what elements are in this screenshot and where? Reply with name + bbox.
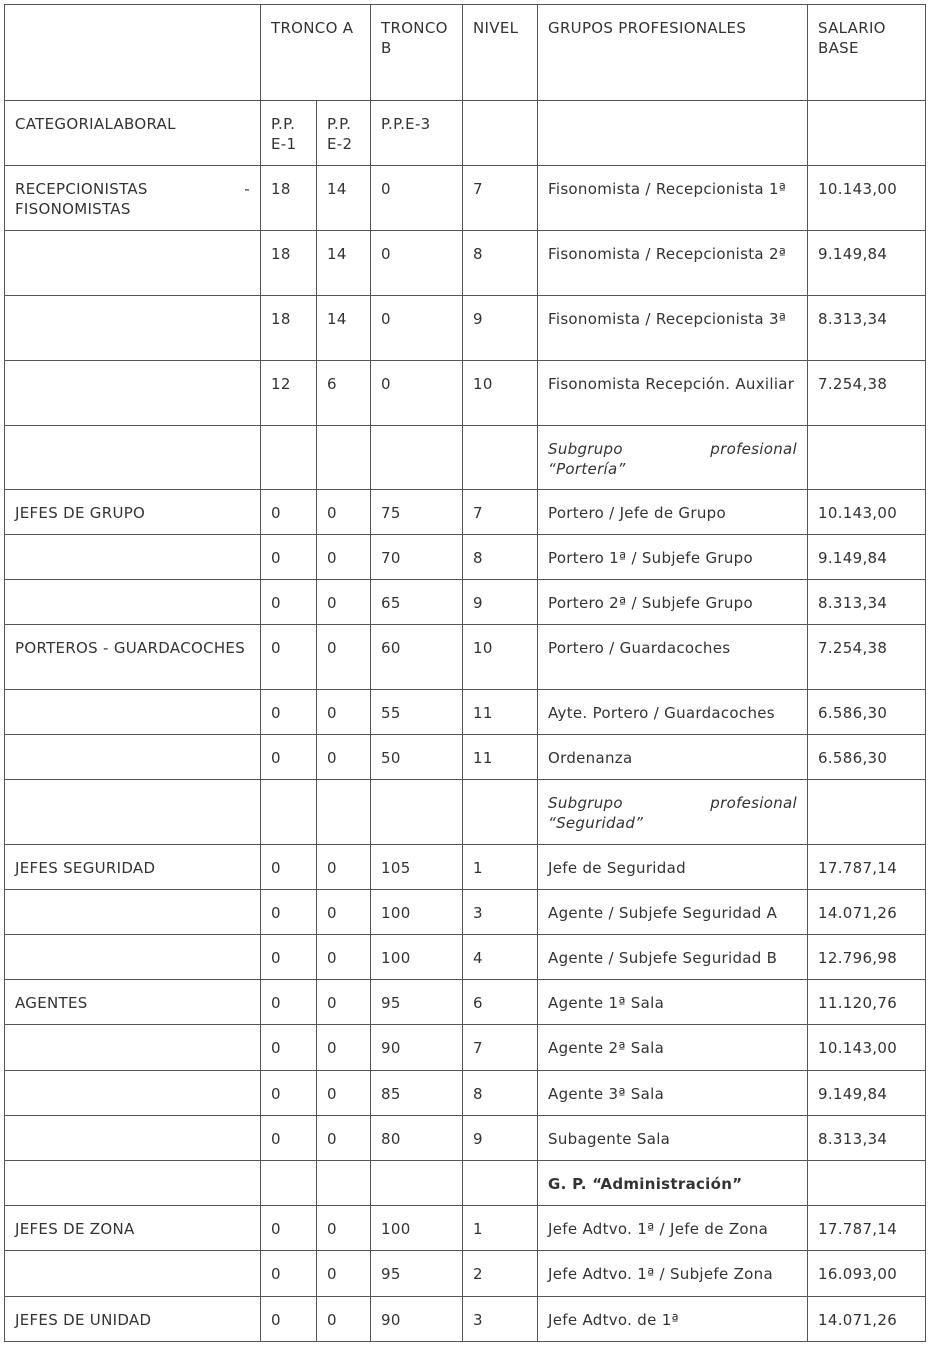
- salario-cell: 9.149,84: [808, 535, 926, 580]
- nivel-cell: 7: [463, 1025, 538, 1071]
- ppe1-cell: [261, 426, 317, 490]
- categoria-cell: [5, 1251, 261, 1297]
- subheader-ppe2: P.P. E-2: [317, 101, 371, 166]
- ppe1-cell: 0: [261, 1071, 317, 1116]
- salario-cell: 6.586,30: [808, 690, 926, 735]
- salario-cell: 9.149,84: [808, 231, 926, 296]
- grupo-cell: Portero 1ª / Subjefe Grupo: [538, 535, 808, 580]
- ppe1-cell: [261, 1161, 317, 1206]
- table-row: [5, 1161, 926, 1206]
- ppe3-cell: 100: [371, 935, 463, 980]
- salario-cell: 17.787,14: [808, 1206, 926, 1251]
- table-row: [5, 1071, 926, 1116]
- grupo-cell: Fisonomista / Recepcionista 2ª: [538, 231, 808, 296]
- categoria-cell: [5, 426, 261, 490]
- nivel-cell: [463, 780, 538, 845]
- salario-cell: 14.071,26: [808, 890, 926, 935]
- grupo-cell: Jefe Adtvo. 1ª / Jefe de Zona: [538, 1206, 808, 1251]
- salario-cell: 7.254,38: [808, 361, 926, 426]
- grupo-cell: Jefe Adtvo. de 1ª: [538, 1297, 808, 1342]
- nivel-cell: 8: [463, 535, 538, 580]
- ppe2-cell: [317, 780, 371, 845]
- nivel-cell: 7: [463, 166, 538, 231]
- ppe1-cell: 0: [261, 490, 317, 535]
- header-empty-cell: [5, 5, 261, 101]
- ppe3-cell: 0: [371, 166, 463, 231]
- categoria-cell: [5, 535, 261, 580]
- grupo-cell: Agente / Subjefe Seguridad B: [538, 935, 808, 980]
- salario-cell: 10.143,00: [808, 166, 926, 231]
- ppe2-cell: 0: [317, 690, 371, 735]
- nivel-cell: 10: [463, 625, 538, 690]
- nivel-cell: 9: [463, 296, 538, 361]
- salario-cell: 9.149,84: [808, 1071, 926, 1116]
- categoria-cell: AGENTES: [5, 980, 261, 1025]
- ppe1-cell: [261, 780, 317, 845]
- table-row: [5, 1025, 926, 1071]
- salario-cell: [808, 426, 926, 490]
- ppe2-cell: 6: [317, 361, 371, 426]
- ppe1-cell: 0: [261, 735, 317, 780]
- categoria-cell: [5, 231, 261, 296]
- subheader-ppe3: P.P.E-3: [371, 101, 463, 166]
- salario-cell: [808, 1161, 926, 1206]
- ppe2-cell: 0: [317, 535, 371, 580]
- ppe3-cell: 95: [371, 1251, 463, 1297]
- grupo-cell: Ayte. Portero / Guardacoches: [538, 690, 808, 735]
- ppe2-cell: [317, 426, 371, 490]
- grupo-cell: Portero / Jefe de Grupo: [538, 490, 808, 535]
- categoria-cell: [5, 361, 261, 426]
- ppe1-cell: 0: [261, 535, 317, 580]
- categoria-cell: JEFES DE GRUPO: [5, 490, 261, 535]
- ppe2-cell: 0: [317, 490, 371, 535]
- ppe3-cell: [371, 426, 463, 490]
- table-row: [5, 980, 926, 1025]
- table-row: [5, 890, 926, 935]
- ppe1-cell: 18: [261, 296, 317, 361]
- ppe2-cell: 0: [317, 1206, 371, 1251]
- table-row: [5, 935, 926, 980]
- table-row: [5, 1251, 926, 1297]
- table-row: [5, 426, 926, 490]
- nivel-cell: 3: [463, 890, 538, 935]
- ppe3-cell: 65: [371, 580, 463, 625]
- ppe1-cell: 0: [261, 890, 317, 935]
- nivel-cell: [463, 1161, 538, 1206]
- ppe3-cell: [371, 780, 463, 845]
- salario-cell: 16.093,00: [808, 1251, 926, 1297]
- nivel-cell: 9: [463, 1116, 538, 1161]
- nivel-cell: 8: [463, 1071, 538, 1116]
- ppe2-cell: 14: [317, 296, 371, 361]
- ppe2-cell: 14: [317, 231, 371, 296]
- header-nivel: NIVEL: [463, 5, 538, 101]
- categoria-cell: [5, 1161, 261, 1206]
- grupo-cell: Ordenanza: [538, 735, 808, 780]
- ppe3-cell: 100: [371, 1206, 463, 1251]
- nivel-cell: 1: [463, 845, 538, 890]
- ppe2-cell: 0: [317, 935, 371, 980]
- ppe3-cell: 0: [371, 231, 463, 296]
- grupo-cell: Agente / Subjefe Seguridad A: [538, 890, 808, 935]
- ppe3-cell: 0: [371, 361, 463, 426]
- table-row: [5, 166, 926, 231]
- categoria-cell: [5, 735, 261, 780]
- grupo-cell: Agente 3ª Sala: [538, 1071, 808, 1116]
- ppe1-cell: 18: [261, 231, 317, 296]
- ppe1-cell: 0: [261, 980, 317, 1025]
- ppe3-cell: 105: [371, 845, 463, 890]
- ppe3-cell: 95: [371, 980, 463, 1025]
- salario-cell: 8.313,34: [808, 296, 926, 361]
- subheader-empty-salario: [808, 101, 926, 166]
- grupo-cell: Subagente Sala: [538, 1116, 808, 1161]
- ppe3-cell: 100: [371, 890, 463, 935]
- nivel-cell: 3: [463, 1297, 538, 1342]
- ppe2-cell: 0: [317, 1071, 371, 1116]
- subheader-row: [5, 101, 926, 166]
- table-row: [5, 690, 926, 735]
- ppe2-cell: 0: [317, 625, 371, 690]
- ppe1-cell: 0: [261, 1206, 317, 1251]
- subheader-categoria: CATEGORIALABORAL: [5, 101, 261, 166]
- nivel-cell: 9: [463, 580, 538, 625]
- salario-cell: 11.120,76: [808, 980, 926, 1025]
- ppe3-cell: 0: [371, 296, 463, 361]
- ppe3-cell: 90: [371, 1025, 463, 1071]
- categoria-cell: [5, 780, 261, 845]
- ppe2-cell: 0: [317, 1251, 371, 1297]
- ppe3-cell: 80: [371, 1116, 463, 1161]
- salario-cell: 8.313,34: [808, 1116, 926, 1161]
- ppe2-cell: 0: [317, 1297, 371, 1342]
- ppe3-cell: 90: [371, 1297, 463, 1342]
- ppe3-cell: 75: [371, 490, 463, 535]
- ppe1-cell: 0: [261, 1297, 317, 1342]
- nivel-cell: 2: [463, 1251, 538, 1297]
- categoria-cell: JEFES SEGURIDAD: [5, 845, 261, 890]
- grupo-cell: Fisonomista Recepción. Auxiliar: [538, 361, 808, 426]
- categoria-cell: [5, 580, 261, 625]
- salario-cell: 8.313,34: [808, 580, 926, 625]
- header-tronco-a: TRONCO A: [261, 5, 371, 101]
- ppe3-cell: [371, 1161, 463, 1206]
- ppe1-cell: 0: [261, 935, 317, 980]
- salario-cell: [808, 780, 926, 845]
- grupo-cell: Portero 2ª / Subjefe Grupo: [538, 580, 808, 625]
- table-row: [5, 845, 926, 890]
- ppe1-cell: 0: [261, 1116, 317, 1161]
- nivel-cell: 4: [463, 935, 538, 980]
- salario-cell: 6.586,30: [808, 735, 926, 780]
- categoria-cell: [5, 1071, 261, 1116]
- ppe3-cell: 85: [371, 1071, 463, 1116]
- ppe2-cell: [317, 1161, 371, 1206]
- categoria-cell: RECEPCIONISTAS - FISONOMISTAS: [5, 166, 261, 231]
- salario-cell: 12.796,98: [808, 935, 926, 980]
- ppe3-cell: 50: [371, 735, 463, 780]
- nivel-cell: [463, 426, 538, 490]
- ppe1-cell: 0: [261, 625, 317, 690]
- categoria-cell: [5, 1025, 261, 1071]
- ppe2-cell: 0: [317, 1025, 371, 1071]
- ppe3-cell: 70: [371, 535, 463, 580]
- subheader-ppe1: P.P. E-1: [261, 101, 317, 166]
- ppe2-cell: 0: [317, 580, 371, 625]
- ppe2-cell: 0: [317, 735, 371, 780]
- ppe1-cell: 0: [261, 1251, 317, 1297]
- salario-cell: 10.143,00: [808, 490, 926, 535]
- salario-cell: 7.254,38: [808, 625, 926, 690]
- header-tronco-b: TRONCO B: [371, 5, 463, 101]
- salario-cell: 10.143,00: [808, 1025, 926, 1071]
- header-salario: SALARIO BASE: [808, 5, 926, 101]
- nivel-cell: 11: [463, 690, 538, 735]
- ppe1-cell: 12: [261, 361, 317, 426]
- ppe2-cell: 0: [317, 1116, 371, 1161]
- categoria-cell: JEFES DE ZONA: [5, 1206, 261, 1251]
- table-row: [5, 580, 926, 625]
- categoria-cell: PORTEROS - GUARDACOCHES: [5, 625, 261, 690]
- table-row: [5, 735, 926, 780]
- salary-table: [4, 4, 926, 1342]
- ppe1-cell: 0: [261, 845, 317, 890]
- nivel-cell: 8: [463, 231, 538, 296]
- subheader-empty-nivel: [463, 101, 538, 166]
- grupo-cell: G. P. “Administración”: [538, 1161, 808, 1206]
- categoria-cell: [5, 1116, 261, 1161]
- nivel-cell: 1: [463, 1206, 538, 1251]
- ppe2-cell: 0: [317, 980, 371, 1025]
- table-row: [5, 231, 926, 296]
- header-row: [5, 5, 926, 101]
- categoria-cell: [5, 935, 261, 980]
- grupo-cell: Subgrupo profesional “Portería”: [538, 426, 808, 490]
- grupo-cell: Agente 1ª Sala: [538, 980, 808, 1025]
- grupo-cell: Agente 2ª Sala: [538, 1025, 808, 1071]
- table-row: [5, 490, 926, 535]
- grupo-cell: Fisonomista / Recepcionista 3ª: [538, 296, 808, 361]
- nivel-cell: 11: [463, 735, 538, 780]
- grupo-cell: Subgrupo profesional “Seguridad”: [538, 780, 808, 845]
- table-row: [5, 296, 926, 361]
- table-row: [5, 1116, 926, 1161]
- ppe3-cell: 55: [371, 690, 463, 735]
- table-row: [5, 535, 926, 580]
- grupo-cell: Portero / Guardacoches: [538, 625, 808, 690]
- grupo-cell: Jefe de Seguridad: [538, 845, 808, 890]
- nivel-cell: 10: [463, 361, 538, 426]
- ppe2-cell: 0: [317, 845, 371, 890]
- subheader-empty-grupos: [538, 101, 808, 166]
- ppe2-cell: 0: [317, 890, 371, 935]
- salario-cell: 14.071,26: [808, 1297, 926, 1342]
- salario-cell: 17.787,14: [808, 845, 926, 890]
- categoria-cell: [5, 690, 261, 735]
- ppe1-cell: 0: [261, 580, 317, 625]
- table-row: [5, 1297, 926, 1342]
- grupo-cell: Jefe Adtvo. 1ª / Subjefe Zona: [538, 1251, 808, 1297]
- ppe3-cell: 60: [371, 625, 463, 690]
- ppe1-cell: 18: [261, 166, 317, 231]
- ppe2-cell: 14: [317, 166, 371, 231]
- table-row: [5, 625, 926, 690]
- header-grupos: GRUPOS PROFESIONALES: [538, 5, 808, 101]
- table-row: [5, 780, 926, 845]
- categoria-cell: JEFES DE UNIDAD: [5, 1297, 261, 1342]
- ppe1-cell: 0: [261, 690, 317, 735]
- categoria-cell: [5, 296, 261, 361]
- table-row: [5, 361, 926, 426]
- nivel-cell: 7: [463, 490, 538, 535]
- grupo-cell: Fisonomista / Recepcionista 1ª: [538, 166, 808, 231]
- categoria-cell: [5, 890, 261, 935]
- table-row: [5, 1206, 926, 1251]
- ppe1-cell: 0: [261, 1025, 317, 1071]
- nivel-cell: 6: [463, 980, 538, 1025]
